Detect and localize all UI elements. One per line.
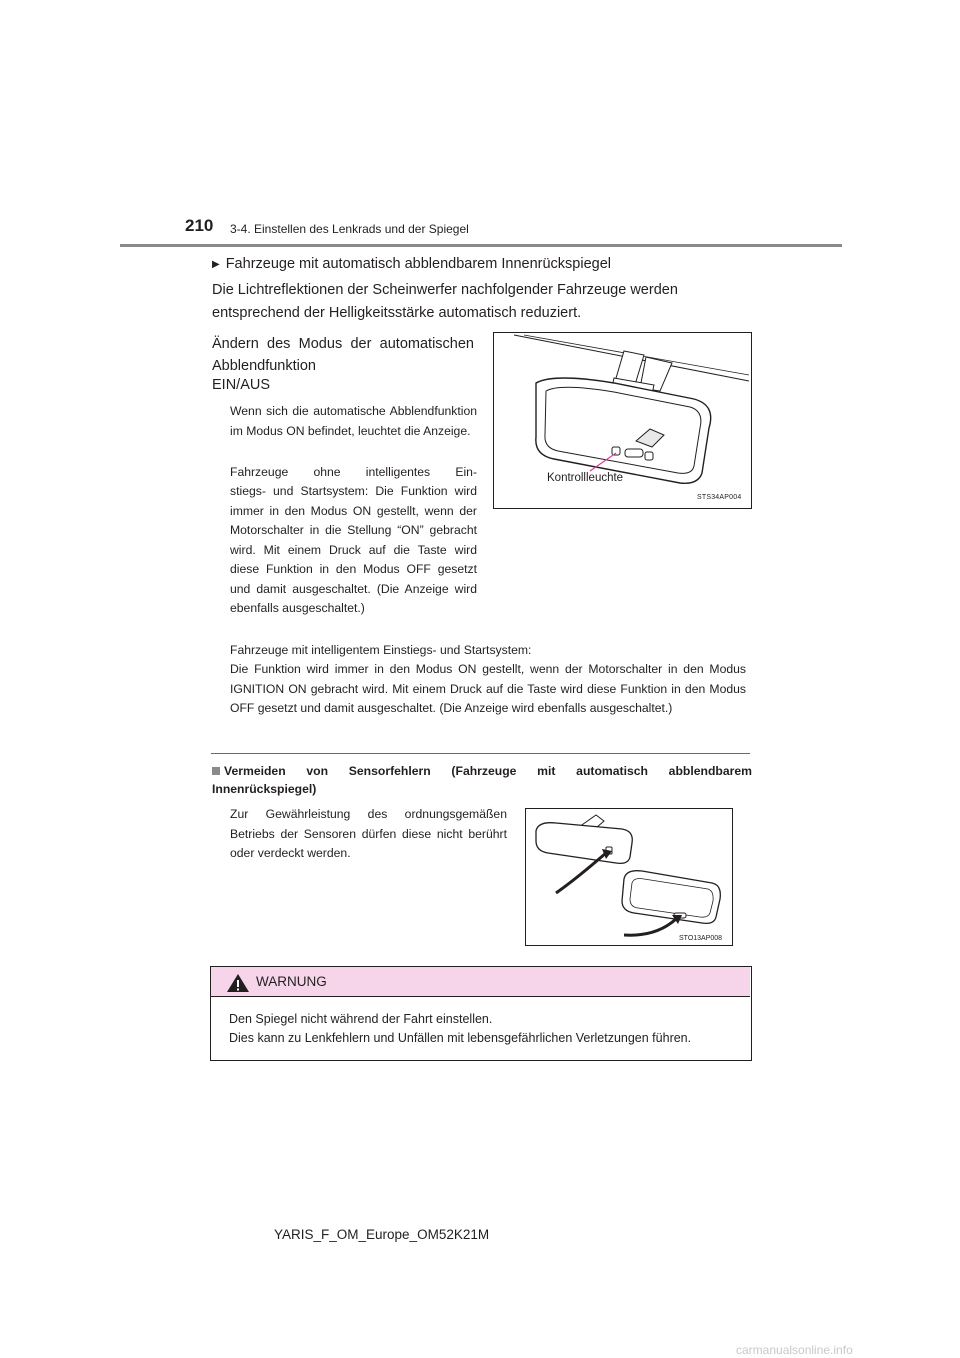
warning-line-2: Dies kann zu Lenkfehlern und Unfällen mit lebensgefährlichen Verletzungen führen. — [229, 1031, 692, 1045]
no-smart-entry-title: Fahrzeuge ohne intelligentes Ein- — [230, 465, 477, 479]
mirror-sensor-drawing — [526, 809, 732, 945]
intro-paragraph: Die Lichtreflektionen der Scheinwerfer nachfolgender Fahrzeuge werden entsprechend der Helligkeitsstärke automatisch reduziert. — [212, 282, 678, 321]
warning-line-1: Den Spiegel nicht während der Fahrt einstellen. — [229, 1012, 493, 1026]
smart-entry-body: Die Funktion wird immer in den Modus ON gestellt, wenn der Motorschalter in den Modus IGNITION ON gebracht wird. Mit einem Druck auf die Taste wird diese Funktion in den Modus OFF gesetzt und damit ausgeschaltet. (Die Anzeige wird ebenfalls ausgeschaltet.) — [230, 662, 746, 715]
triangle-bullet-icon: ▶ — [212, 259, 220, 270]
warning-triangle-icon — [226, 973, 250, 998]
chapter-title: 3-4. Einstellen des Lenkrads und der Spiegel — [230, 222, 469, 236]
on-off-label: EIN/AUS — [212, 377, 271, 393]
no-smart-entry-body: stiegs- und Startsystem: Die Funktion wird immer in den Modus ON gestellt, wenn der Motorschalter in die Stellung “ON” gebracht wird. Mit einem Druck auf die Taste wird diese Funktion in den Modus OFF gesetzt und damit ausgeschaltet. (Die Anzeige wird ebenfalls ausgeschaltet.) — [230, 484, 477, 615]
mode-title: Ändern des Modus der automatischen Abblendfunktion — [212, 336, 474, 374]
page-number: 210 — [185, 216, 214, 235]
smart-entry-title: Fahrzeuge mit intelligentem Einstiegs- und Startsystem: — [230, 643, 532, 657]
figure-code: STO13AP008 — [679, 935, 723, 942]
section-divider — [211, 753, 750, 754]
auto-mode-note: Wenn sich die automatische Abblendfunktion im Modus ON befindet, leuchtet die Anzeige. — [230, 404, 477, 438]
subheading-text: Fahrzeuge mit automatisch abblendbarem Innenrückspiegel — [225, 256, 611, 272]
document-id: YARIS_F_OM_Europe_OM52K21M — [274, 1227, 490, 1242]
indicator-callout-label: Kontrollleuchte — [547, 472, 624, 484]
warning-text — [229, 1010, 744, 1048]
sensor-illustration — [525, 808, 733, 946]
watermark: carmanualsonline.info — [736, 1343, 853, 1357]
sensor-paragraph: Zur Gewährleistung des ordnungsgemäßen Betriebs der Sensoren dürfen diese nicht berührt oder verdeckt werden. — [230, 807, 507, 860]
section-heading — [212, 762, 752, 798]
section-heading-text: Vermeiden von Sensorfehlern (Fahrzeuge mit automatisch abblendbarem Innenrückspiegel) — [212, 764, 752, 796]
warning-title: WARNUNG — [256, 974, 327, 989]
figure-code: STS34AP004 — [697, 494, 742, 501]
header-divider — [120, 244, 842, 247]
subheading — [212, 256, 611, 272]
square-bullet-icon — [212, 767, 220, 775]
